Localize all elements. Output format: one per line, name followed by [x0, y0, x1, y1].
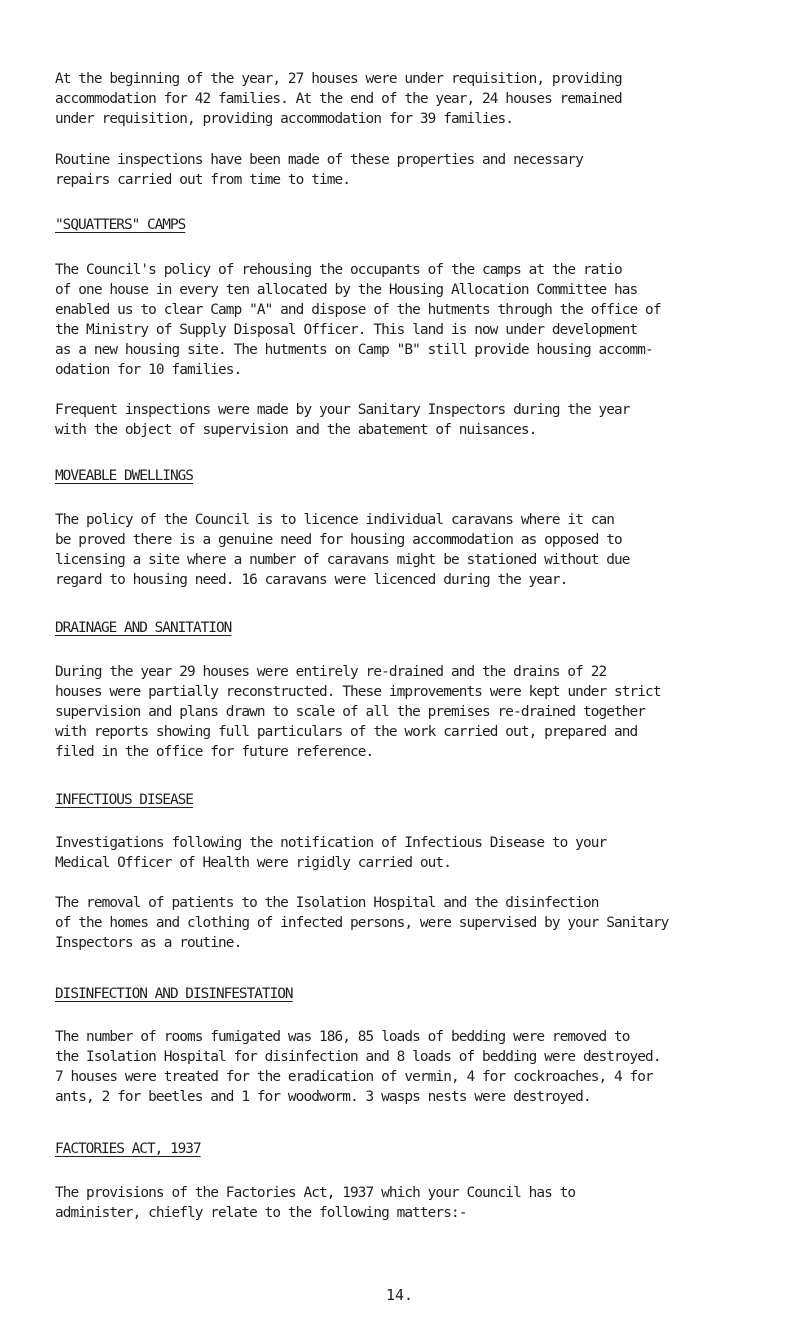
heading-moveable-dwellings: MOVEABLE DWELLINGS: [55, 468, 193, 484]
page-number: 14.: [386, 1286, 414, 1304]
drainage-paragraph: During the year 29 houses were entirely re-drained and the drains of 22 houses were partially reconstructed. These improvements were kept under strict supervision and plans drawn to scale of all the premises re-drained together with reports showing full particulars of the work carried out, prepared and filed in the office for future reference.: [55, 664, 661, 760]
moveable-paragraph-policy: The policy of the Council is to licence individual caravans where it can be proved there is a genuine need for housing accommodation as opposed to licensing a site where a number of caravans might be stationed without due regard to housing need. 16 caravans were licenced during the year.: [55, 512, 630, 588]
heading-disinfection-disinfestation: DISINFECTION AND DISINFESTATION: [55, 986, 293, 1002]
infectious-paragraph-investigations: Investigations following the notification of Infectious Disease to your Medical Officer of Health were rigidly carried out.: [55, 835, 607, 871]
heading-drainage-sanitation: DRAINAGE AND SANITATION: [55, 620, 232, 636]
intro-paragraph-inspections: Routine inspections have been made of these properties and necessary repairs carried out from time to time.: [55, 152, 583, 188]
squatters-paragraph-inspections: Frequent inspections were made by your Sanitary Inspectors during the year with the object of supervision and the abatement of nuisances.: [55, 402, 630, 438]
intro-paragraph-requisition: At the beginning of the year, 27 houses were under requisition, providing accommodation for 42 families. At the end of the year, 24 houses remained under requisition, providing accommodation for 39 families.: [55, 71, 622, 127]
factories-paragraph: The provisions of the Factories Act, 1937 which your Council has to administer, chiefly relate to the following matters:-: [55, 1185, 576, 1221]
heading-squatters-camps: "SQUATTERS" CAMPS: [55, 217, 186, 233]
heading-factories-act: FACTORIES ACT, 1937: [55, 1141, 201, 1157]
disinfection-paragraph: The number of rooms fumigated was 186, 85 loads of bedding were removed to the Isolation Hospital for disinfection and 8 loads of bedding were destroyed. 7 houses were treated for the eradication of vermin, 4 for cockroaches, 4 for ants, 2 for beetles and 1 for woodworm. 3 wasps nests were destroyed.: [55, 1029, 661, 1105]
infectious-paragraph-removal: The removal of patients to the Isolation Hospital and the disinfection of the homes and clothing of infected persons, were supervised by your Sanitary Inspectors as a routine.: [55, 895, 669, 951]
squatters-paragraph-policy: The Council's policy of rehousing the occupants of the camps at the ratio of one house in every ten allocated by the Housing Allocation Committee has enabled us to clear Camp "A" and dispose of the hutments through the office of the Ministry of Supply Disposal Officer. This land is now under development as a new housing site. The hutments on Camp "B" still provide housing accomm- odation for 10 families.: [55, 262, 661, 378]
heading-infectious-disease: INFECTIOUS DISEASE: [55, 792, 193, 808]
